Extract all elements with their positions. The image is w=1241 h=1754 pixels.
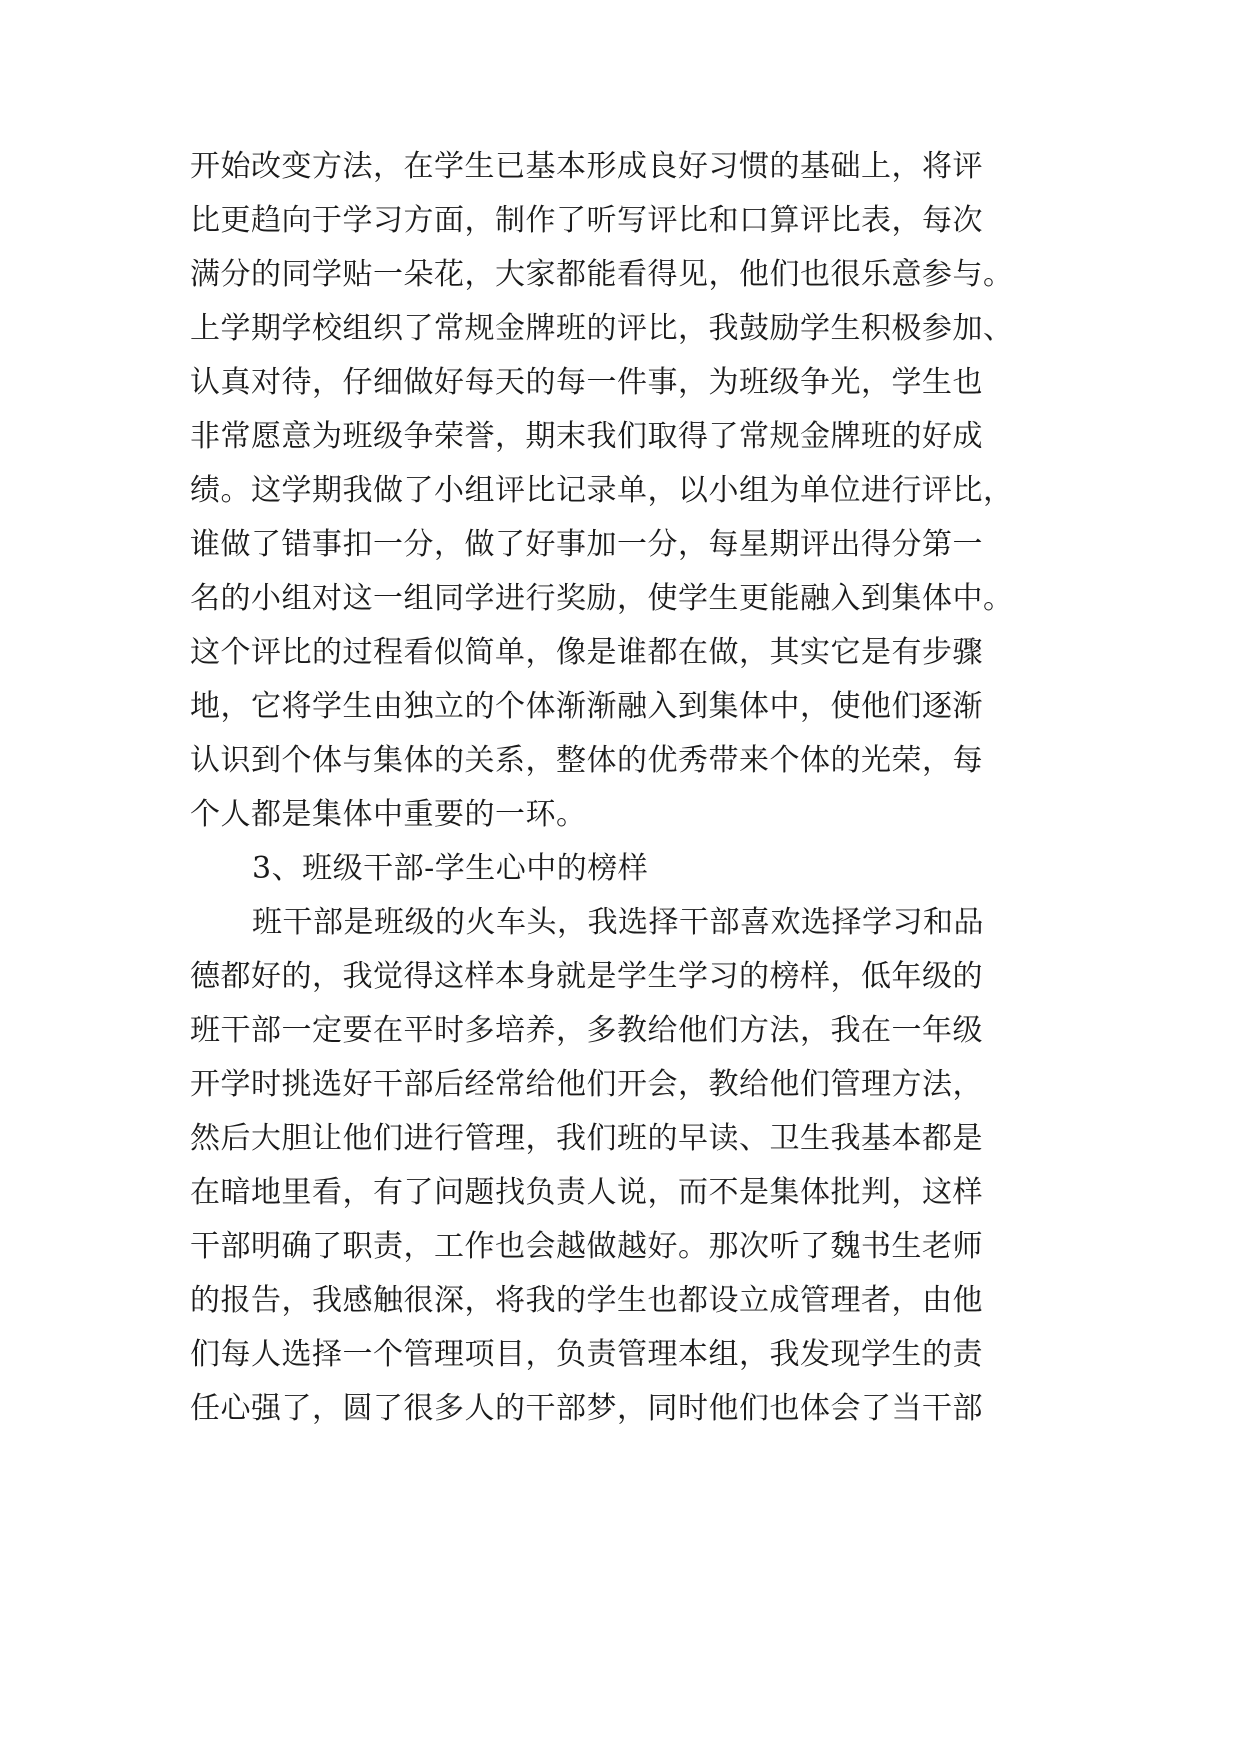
- paragraph-line: 认真对待，仔细做好每天的每一件事，为班级争光，学生也: [190, 365, 983, 400]
- paragraph-line: 地，它将学生由独立的个体渐渐融入到集体中，使他们逐渐: [190, 689, 983, 724]
- paragraph-line: 绩。这学期我做了小组评比记录单，以小组为单位进行评比，: [190, 473, 1014, 508]
- paragraph-line: 班干部是班级的火车头，我选择干部喜欢选择学习和品: [252, 905, 984, 940]
- paragraph-line: 的报告，我感触很深，将我的学生也都设立成管理者，由他: [190, 1283, 983, 1318]
- section-heading: 3、班级干部-学生心中的榜样: [252, 851, 649, 886]
- paragraph-line: 德都好的，我觉得这样本身就是学生学习的榜样，低年级的: [190, 959, 983, 994]
- paragraph-line: 们每人选择一个管理项目，负责管理本组，我发现学生的责: [190, 1337, 983, 1372]
- paragraph-line: 个人都是集体中重要的一环。: [190, 797, 587, 832]
- paragraph-line: 在暗地里看，有了问题找负责人说，而不是集体批判，这样: [190, 1175, 983, 1210]
- paragraph-line: 上学期学校组织了常规金牌班的评比，我鼓励学生积极参加、: [190, 311, 1014, 346]
- paragraph-line: 干部明确了职责，工作也会越做越好。那次听了魏书生老师: [190, 1229, 983, 1264]
- paragraph-line: 满分的同学贴一朵花，大家都能看得见，他们也很乐意参与。: [190, 257, 1014, 292]
- paragraph-line: 这个评比的过程看似简单，像是谁都在做，其实它是有步骤: [190, 635, 983, 670]
- paragraph-line: 名的小组对这一组同学进行奖励，使学生更能融入到集体中。: [190, 581, 1014, 616]
- paragraph-line: 开学时挑选好干部后经常给他们开会，教给他们管理方法，: [190, 1067, 983, 1102]
- paragraph-line: 任心强了，圆了很多人的干部梦，同时他们也体会了当干部: [190, 1391, 983, 1426]
- paragraph-line: 比更趋向于学习方面，制作了听写评比和口算评比表，每次: [190, 203, 983, 238]
- paragraph-line: 非常愿意为班级争荣誉，期末我们取得了常规金牌班的好成: [190, 419, 983, 454]
- paragraph-line: 开始改变方法，在学生已基本形成良好习惯的基础上，将评: [190, 149, 983, 184]
- paragraph-line: 班干部一定要在平时多培养，多教给他们方法，我在一年级: [190, 1013, 983, 1048]
- paragraph-line: 认识到个体与集体的关系，整体的优秀带来个体的光荣，每: [190, 743, 983, 778]
- paragraph-line: 然后大胆让他们进行管理，我们班的早读、卫生我基本都是: [190, 1121, 983, 1156]
- paragraph-line: 谁做了错事扣一分，做了好事加一分，每星期评出得分第一: [190, 527, 983, 562]
